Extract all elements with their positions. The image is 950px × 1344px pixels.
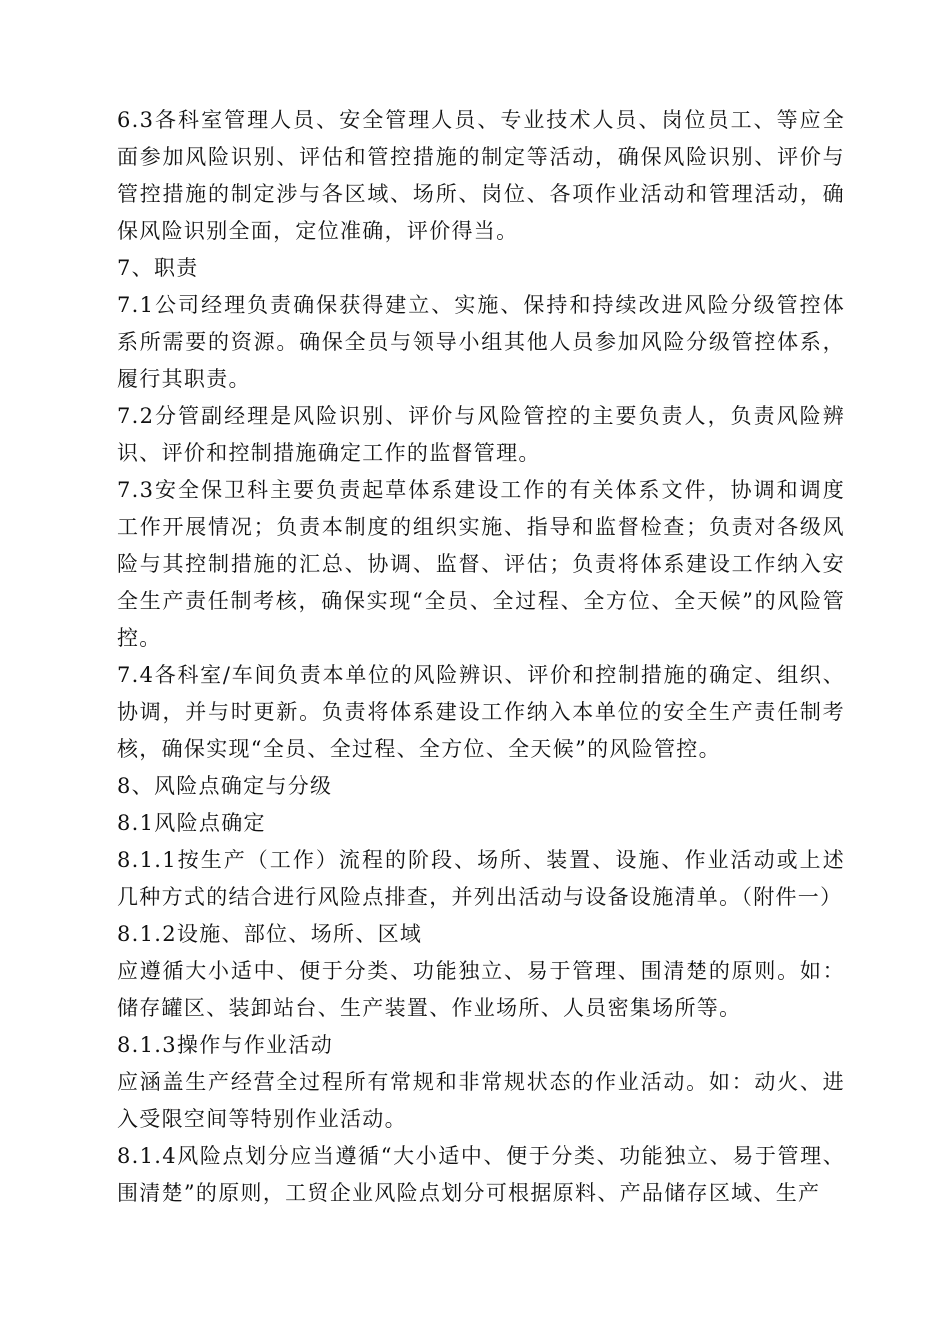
paragraph-8-1-2-body: 应遵循大小适中、便于分类、功能独立、易于管理、围清楚的原则。如：储存罐区、装卸站台、生产装置、作业场所、人员密集场所等。 [117,959,845,1020]
paragraph-8-1-4: 8.1.4风险点划分应当遵循“大小适中、便于分类、功能独立、易于管理、围清楚”的原则，工贸企业风险点划分可根据原料、产品储存区域、生产 [117,1144,845,1205]
heading-8-1-3: 8.1.3操作与作业活动 [117,1033,334,1057]
paragraph-6-3: 6.3各科室管理人员、安全管理人员、专业技术人员、岗位员工、等应全面参加风险识别、评估和管控措施的制定等活动，确保风险识别、评价与管控措施的制定涉与各区域、场所、岗位、各项作业活动和管理活动，确保风险识别全面，定位准确，评价得当。 [117,108,845,243]
paragraph-7-1: 7.1公司经理负责确保获得建立、实施、保持和持续改进风险分级管控体系所需要的资源。确保全员与领导小组其他人员参加风险分级管控体系，履行其职责。 [117,293,845,391]
document-page [117,102,845,1212]
heading-8-1: 8.1风险点确定 [117,811,266,835]
paragraph-8-1-3-body: 应涵盖生产经营全过程所有常规和非常规状态的作业活动。如：动火、进入受限空间等特别作业活动。 [117,1070,845,1131]
paragraph-7-2: 7.2分管副经理是风险识别、评价与风险管控的主要负责人，负责风险辨识、评价和控制措施确定工作的监督管理。 [117,404,845,465]
paragraph-8-1-1: 8.1.1按生产（工作）流程的阶段、场所、装置、设施、作业活动或上述几种方式的结合进行风险点排查，并列出活动与设备设施清单。（附件一） [117,848,845,909]
heading-7-duties: 7、职责 [117,256,199,280]
paragraph-7-3: 7.3安全保卫科主要负责起草体系建设工作的有关体系文件，协调和调度工作开展情况；负责本制度的组织实施、指导和监督检查；负责对各级风险与其控制措施的汇总、协调、监督、评估；负责将体系建设工作纳入安全生产责任制考核，确保实现“全员、全过程、全方位、全天候”的风险管控。 [117,478,845,650]
heading-8-1-2: 8.1.2设施、部位、场所、区域 [117,922,423,946]
paragraph-7-4: 7.4各科室/车间负责本单位的风险辨识、评价和控制措施的确定、组织、协调，并与时更新。负责将体系建设工作纳入本单位的安全生产责任制考核，确保实现“全员、全过程、全方位、全天候”的风险管控。 [117,663,845,761]
heading-8-risk-points: 8、风险点确定与分级 [117,774,333,798]
